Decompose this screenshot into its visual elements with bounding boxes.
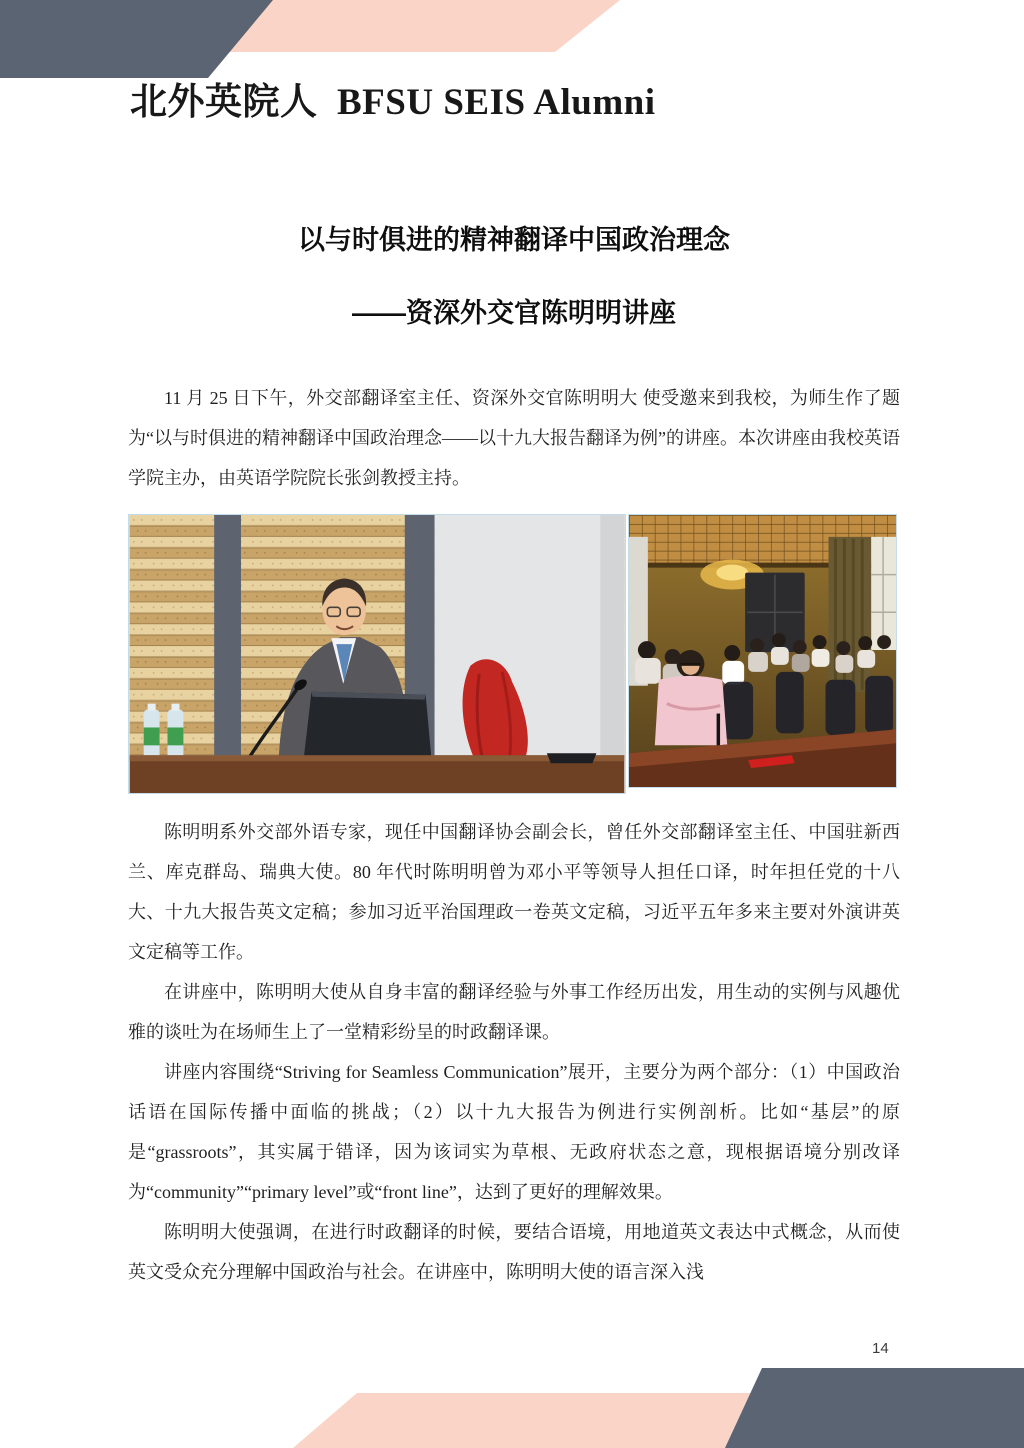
paragraph-intro: 11 月 25 日下午，外交部翻译室主任、资深外交官陈明明大 使受邀来到我校，为师生作了题为“以与时俱进的精神翻译中国政治理念——以十九大报告翻译为例”的讲座。本次讲座由我校英语学院主办，由英语学院院长张剑教授主持。	[128, 388, 900, 488]
wall-pillar-left	[214, 515, 241, 755]
article-subtitle: ——资深外交官陈明明讲座	[352, 298, 676, 328]
projection-screen	[435, 515, 625, 759]
photo-row	[128, 514, 900, 794]
window	[871, 537, 896, 650]
conference-table	[130, 753, 624, 793]
screen-edge	[600, 515, 624, 759]
dark-slate-shape	[0, 0, 273, 78]
paragraph-conclusion: 陈明明大使强调，在进行时政翻译的时候，要结合语境，用地道英文表达中式概念，从而使英文受众充分理解中国政治与社会。在讲座中，陈明明大使的语言深入浅	[128, 1222, 900, 1282]
page-number: 14	[872, 1340, 889, 1357]
article-title: 以与时俱进的精神翻译中国政治理念	[298, 225, 730, 255]
article-body	[128, 378, 900, 1292]
corner-decoration-top	[0, 0, 640, 80]
masthead-title: 北外英院人 BFSU SEIS Alumni	[130, 82, 656, 123]
paragraph-lecture-overview: 在讲座中，陈明明大使从自身丰富的翻译经验与外事工作经历出发，用生动的实例与风趣优雅的谈吐为在场师生上了一堂精彩纷呈的时政翻译课。	[128, 982, 900, 1042]
paragraph-bio: 陈明明系外交部外语专家，现任中国翻译协会副会长，曾任外交部翻译室主任、中国驻新西兰、库克群岛、瑞典大使。80 年代时陈明明曾为邓小平等领导人担任口译，时年担任党的十八大、十九大报告英文定稿；参加习近平治国理政一卷英文定稿，习近平五年多来主要对外演讲英文定稿等工作。	[128, 822, 900, 962]
photo-audience	[628, 514, 897, 788]
pink-parallelogram-shape	[228, 0, 620, 52]
title-block	[128, 224, 900, 329]
dark-slate-shape	[725, 1368, 1024, 1448]
corner-decoration-bottom	[0, 1360, 1024, 1448]
photo-speaker	[128, 514, 626, 794]
paragraph-lecture-content: 讲座内容围绕“Striving for Seamless Communication”展开，主要分为两个部分：（1）中国政治话语在国际传播中面临的挑战；（2）以十九大报告为例进行实例剖析。比如“基层”的原是“grassroots”，其实属于错译，因为该词实为草根、无政府状态之意，现根据语境分别改译为“community”“primary level”或“front line”，达到了更好的理解效果。	[128, 1062, 900, 1202]
laptop	[304, 692, 432, 761]
